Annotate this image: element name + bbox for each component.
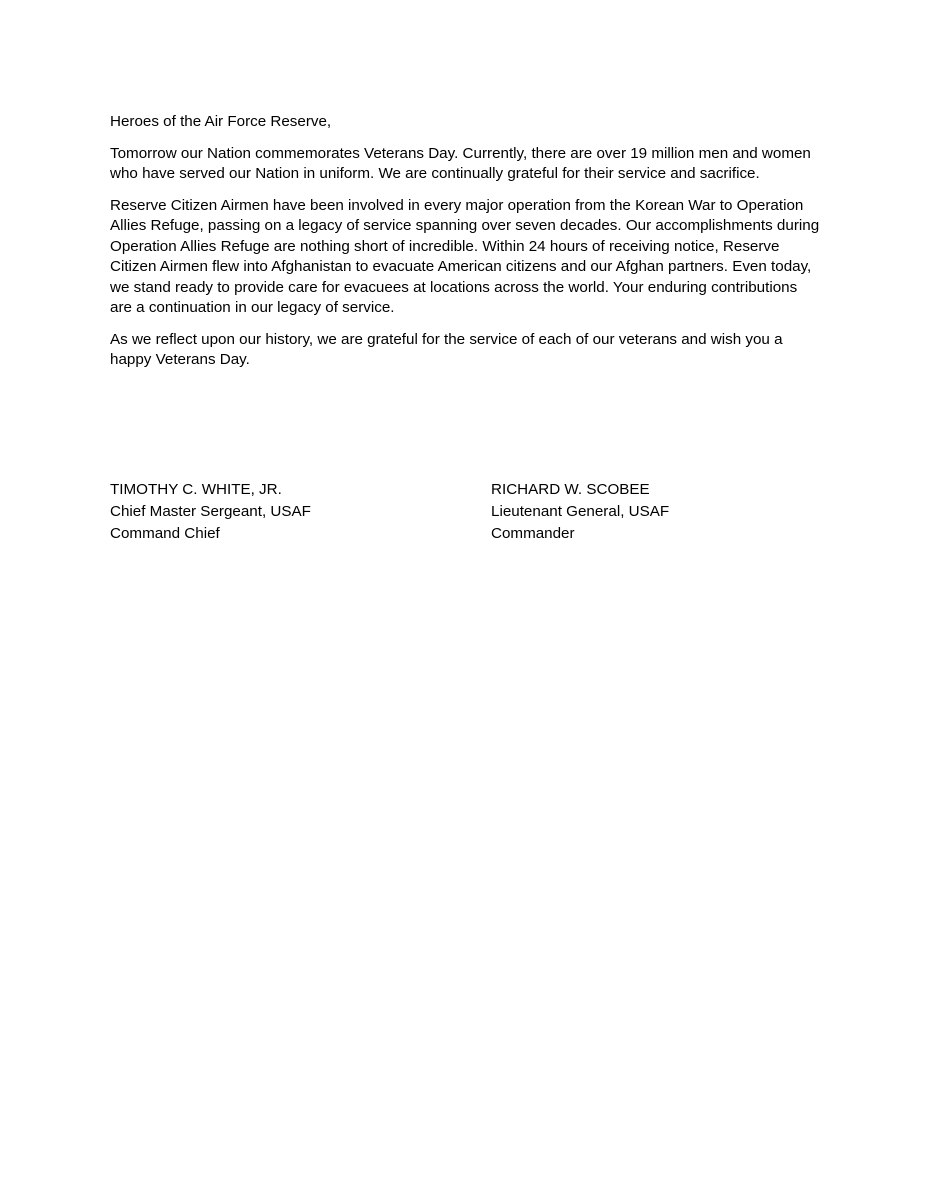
paragraph-closing: As we reflect upon our history, we are grateful for the service of each of our veterans and wish you a happy Veterans Day. <box>110 330 783 368</box>
letter-body <box>110 112 822 382</box>
signature-block-commander <box>491 479 669 545</box>
signer-name: TIMOTHY C. WHITE, JR. <box>110 481 282 498</box>
signer-title: Commander <box>491 525 575 542</box>
paragraph-operations-history: Reserve Citizen Airmen have been involved in every major operation from the Korean War to Operation Allies Refuge, passing on a legacy of service spanning over seven decades. Our accomplishments during Operation Allies Refuge are nothing short of incredible. Within 24 hours of receiving notice, Reserve Citizen Airmen flew into Afghanistan to evacuate American citizens and our Afghan partners. Even today, we stand ready to provide care for evacuees at locations across the world. Your enduring contributions are a continuation in our legacy of service. <box>110 196 820 316</box>
paragraph-veterans-day: Tomorrow our Nation commemorates Veterans Day. Currently, there are over 19 million men and women who have served our Nation in uniform. We are continually grateful for their service and sacrifice. <box>110 144 811 182</box>
signer-title: Command Chief <box>110 525 220 542</box>
signer-rank: Lieutenant General, USAF <box>491 503 670 520</box>
signer-name: RICHARD W. SCOBEE <box>491 481 650 498</box>
signature-block-command-chief <box>110 479 311 545</box>
signature-section <box>110 479 822 549</box>
salutation: Heroes of the Air Force Reserve, <box>110 113 332 130</box>
signer-rank: Chief Master Sergeant, USAF <box>110 503 311 520</box>
